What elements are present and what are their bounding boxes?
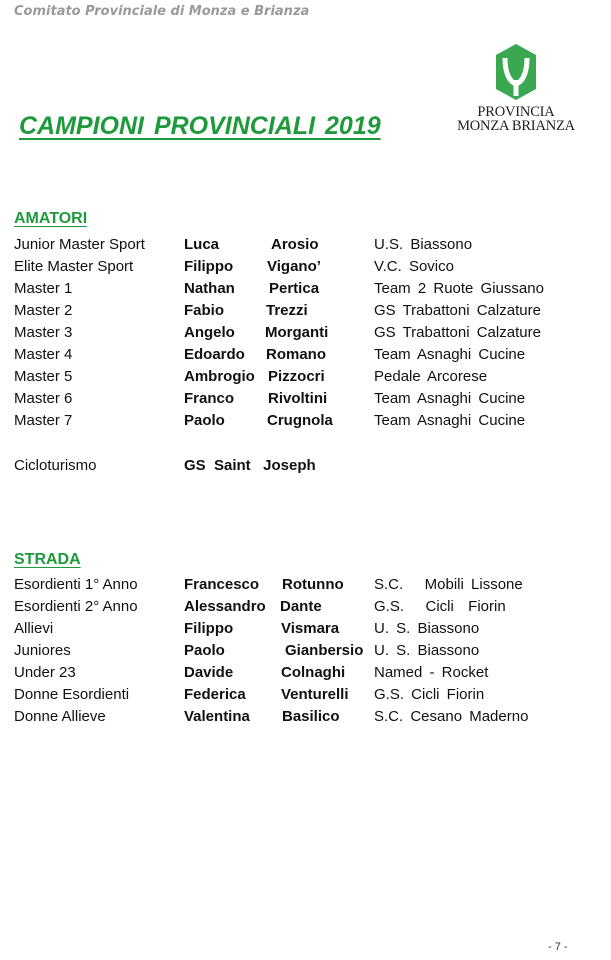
logo-text-line1: PROVINCIA <box>477 104 555 120</box>
category-cell: Master 7 <box>14 412 73 429</box>
team-cell: G.S. Cicli Fiorin <box>374 686 485 703</box>
table-row <box>0 706 611 728</box>
last-name-cell: Venturelli <box>281 686 349 703</box>
province-logo <box>454 44 578 136</box>
team-cell: S.C. Cesano Maderno <box>374 708 529 725</box>
last-name-cell: Colnaghi <box>281 664 346 681</box>
category-cell: Elite Master Sport <box>14 258 134 275</box>
page-number: - 7 - <box>548 941 568 953</box>
table-row <box>0 684 611 706</box>
table-row <box>0 410 611 432</box>
page-title: CAMPIONI PROVINCIALI 2019 <box>19 112 381 140</box>
category-cell: Master 5 <box>14 368 73 385</box>
first-name-cell: Filippo <box>184 620 234 637</box>
last-name-cell: Pizzocri <box>268 368 325 385</box>
first-name-cell: Paolo <box>184 642 225 659</box>
table-row-cicloturismo <box>0 455 611 477</box>
last-name-cell: Basilico <box>282 708 340 725</box>
first-name-cell: Luca <box>184 236 220 253</box>
first-name-cell: Valentina <box>184 708 250 725</box>
category-cell: Allievi <box>14 620 54 637</box>
first-name-cell: Fabio <box>184 302 224 319</box>
first-name-cell: Ambrogio <box>184 368 255 385</box>
last-name-cell: Vismara <box>281 620 340 637</box>
team-cell: G.S. Cicli Fiorin <box>374 598 506 615</box>
table-row <box>0 278 611 300</box>
category-cell: Esordienti 2° Anno <box>14 598 138 615</box>
table-row <box>0 256 611 278</box>
category-cell: Master 6 <box>14 390 73 407</box>
first-name-cell: Angelo <box>184 324 235 341</box>
last-name-cell: Gianbersio <box>285 642 364 659</box>
table-row <box>0 618 611 640</box>
team-cell: V.C. Sovico <box>374 258 454 275</box>
category-cell: Juniores <box>14 642 71 659</box>
category-cell: Master 2 <box>14 302 73 319</box>
table-row <box>0 574 611 596</box>
organization-header: Comitato Provinciale di Monza e Brianza <box>14 4 310 19</box>
last-name-cell: Crugnola <box>267 412 333 429</box>
team-cell: Team 2 Ruote Giussano <box>374 280 544 297</box>
team-cell: U.S. Biassono <box>374 236 473 253</box>
last-name-cell: Arosio <box>271 236 319 253</box>
table-row <box>0 388 611 410</box>
first-name-cell: Francesco <box>184 576 260 593</box>
first-name-cell: Edoardo <box>184 346 245 363</box>
first-name-cell: Davide <box>184 664 234 681</box>
section-title-strada: STRADA <box>14 551 81 568</box>
first-name-cell: Alessandro <box>184 598 266 615</box>
table-row <box>0 596 611 618</box>
category-cell: Master 3 <box>14 324 73 341</box>
last-name-cell: Rotunno <box>282 576 344 593</box>
table-row <box>0 640 611 662</box>
category-cell: Master 1 <box>14 280 73 297</box>
team-cell: GS Trabattoni Calzature <box>374 302 541 319</box>
first-name-cell: Federica <box>184 686 246 703</box>
logo-text-line2: MONZA BRIANZA <box>457 118 575 134</box>
section-title-amatori: AMATORI <box>14 210 88 227</box>
category-cell: Donne Esordienti <box>14 686 130 703</box>
team-cell: Team Asnaghi Cucine <box>374 346 526 363</box>
team-cell: S.C. Mobili Lissone <box>374 576 523 593</box>
team-cell: GS Trabattoni Calzature <box>374 324 541 341</box>
last-name-cell: Morganti <box>265 324 329 341</box>
table-row <box>0 300 611 322</box>
last-name-cell: Romano <box>266 346 326 363</box>
table-row <box>0 344 611 366</box>
table-row <box>0 366 611 388</box>
table-row <box>0 662 611 684</box>
club-name-cell: GS Saint Joseph <box>184 457 316 474</box>
category-cell: Cicloturismo <box>14 457 97 474</box>
team-cell: Team Asnaghi Cucine <box>374 412 526 429</box>
last-name-cell: Dante <box>280 598 322 615</box>
first-name-cell: Nathan <box>184 280 235 297</box>
team-cell: Named - Rocket <box>374 664 489 681</box>
first-name-cell: Paolo <box>184 412 225 429</box>
first-name-cell: Filippo <box>184 258 234 275</box>
first-name-cell: Franco <box>184 390 235 407</box>
last-name-cell: Pertica <box>269 280 320 297</box>
last-name-cell: Trezzi <box>266 302 308 319</box>
category-cell: Esordienti 1° Anno <box>14 576 138 593</box>
team-cell: Team Asnaghi Cucine <box>374 390 526 407</box>
last-name-cell: Rivoltini <box>268 390 328 407</box>
table-row <box>0 322 611 344</box>
category-cell: Junior Master Sport <box>14 236 145 253</box>
category-cell: Master 4 <box>14 346 73 363</box>
team-cell: U. S. Biassono <box>374 642 480 659</box>
team-cell: U. S. Biassono <box>374 620 480 637</box>
provincia-emblem-icon <box>496 44 536 100</box>
last-name-cell: Vigano’ <box>267 258 321 275</box>
category-cell: Donne Allieve <box>14 708 106 725</box>
category-cell: Under 23 <box>14 664 76 681</box>
team-cell: Pedale Arcorese <box>374 368 488 385</box>
table-row <box>0 234 611 256</box>
